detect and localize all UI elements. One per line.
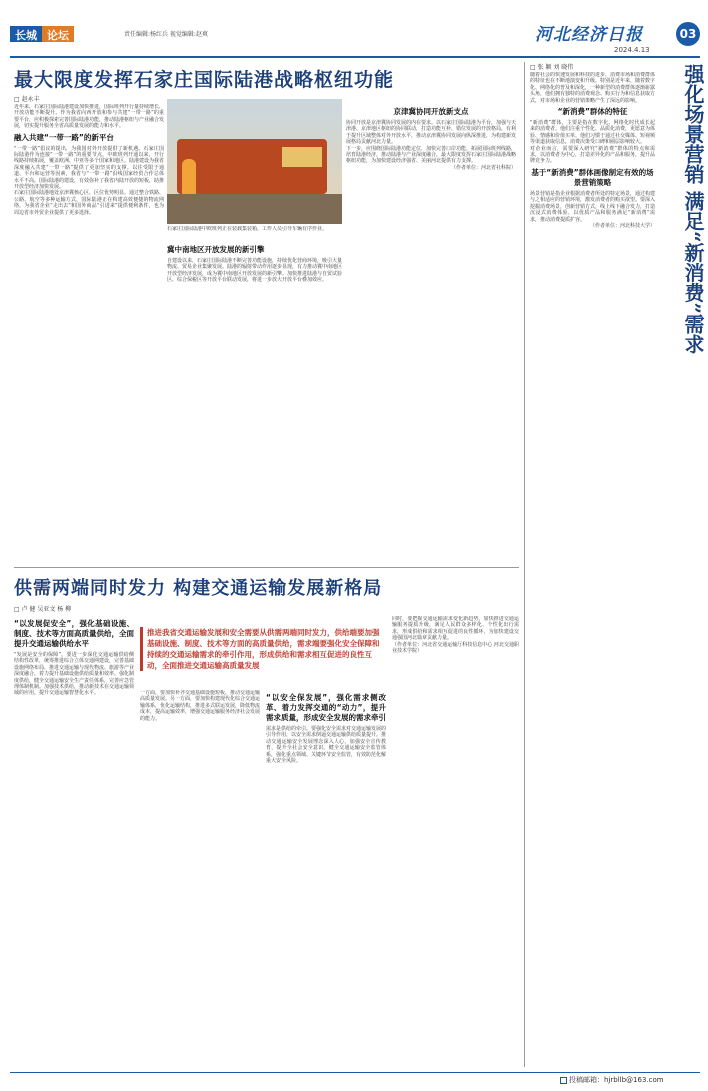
article1-subhead-1: 融入共建“一带一路”的新平台 (14, 132, 114, 142)
article2-col3 (266, 690, 386, 1066)
article3-subhead-2: 基于“新消费”群体画像制定有效的场景营销策略 (531, 167, 654, 187)
editors-line: 责任编辑:杨红兵 视觉编辑:赵爽 (124, 31, 208, 38)
section-tag-right: 论坛 (42, 26, 74, 42)
article1-credit: （作者单位：河北省社科院） (450, 164, 516, 171)
article1-intro: 近年来，石家庄国际陆港建设加快推进，国际班列开行量持续增长，开放功能不断提升。作为我省向西开放和参与共建“一带一路”的重要平台，应积极探索完善国际陆港功能，推动陆港枢纽与产业融合发展，切实提升服务全省高质量发展的能力和水平。 (14, 104, 164, 130)
article3-col1 (530, 72, 655, 1067)
article1-subhead-2: 冀中南地区开放发展的新引擎 (167, 245, 265, 254)
article3-para-2: 对企业而言，需要深入研究“新消费”群体的特点和需求，以消费者为中心，打造差异化的产品和服务，提升品牌竞争力。 (530, 145, 655, 165)
article3-headline: 强化场景营销 满足“新消费”需求 (681, 64, 705, 354)
section-tag-left: 长城 (10, 26, 42, 42)
article2-credit: （作者单位：河北省交通运输厅科技信息中心 河北交通职业技术学院） (392, 641, 519, 655)
photo-worker (182, 159, 196, 194)
article2-subhead-1: “以发展促安全”，强化基础设施、制度、技术等方面高质量供给，全面提升交通运输供给水平 (14, 619, 134, 648)
section-divider (14, 567, 519, 568)
page-number-badge: 03 (676, 22, 700, 46)
article2-subhead-2: “以安全保发展”，强化需求侧改革、着力发挥交通的“动力”，提升需求质量，形成安全发展的需求牵引 (266, 693, 386, 722)
article3-author: □ 张 颖 刘 晓伟 (530, 64, 574, 71)
issue-date: 2024.4.13 (614, 46, 650, 54)
article3-para-1: “新消费”群体，主要是指在数字化、网络化时代成长起来的消费者。他们注重个性化、品质化消费，更愿意为体验、情感和价值买单。他们习惯于通过社交媒体、短视频等渠道获取信息，消费决策受口碑和圈层影响较大。 (530, 120, 655, 146)
submission-email-text: 投稿邮箱：hjrbllb@163.com (569, 1076, 664, 1084)
section-tag (10, 26, 74, 42)
article1-col3 (346, 104, 516, 564)
article1-headline: 最大限度发挥石家庄国际陆港战略枢纽功能 (14, 69, 395, 91)
submission-email[interactable] (560, 1075, 664, 1085)
header-rule (10, 56, 700, 58)
article1-col2 (167, 242, 342, 564)
article3-credit: （作者单位：河北科技大学） (589, 222, 655, 229)
newspaper-masthead: 河北经济日报 (535, 25, 643, 45)
column-divider (524, 62, 525, 1067)
article3-subhead-1: “新消费”群体的特征 (557, 107, 628, 117)
article2-headline: 供需两端同时发力 构建交通运输发展新格局 (14, 578, 383, 599)
article1-para-4: 协同开放是京津冀协同发展的内在要求。以石家庄国际陆港为平台，加强与天津港、京津地区枢纽的协同联动，打造功能互补、错位发展的开放格局，有利于提升区域整体对外开放水平，推动京津冀协同发展向纵深推进，为构建新发展格局贡献河北力量。 (346, 120, 516, 146)
article3-para-3: 场景营销是指企业根据消费者所处的特定场景，通过构建与之相适应的营销环境，激发消费者的购买欲望。要深入挖掘消费场景，创新营销方式，线上线下融合发力，打造沉浸式消费体验，以优质产品和服务满足“新消费”需求，推动消费提质扩容。 (530, 190, 655, 223)
article2-para-4: 同时，要把握交通运输需求变化新趋势，加快推进交通运输服务提质升级，满足人民群众多样化、个性化出行需求，形成供给和需求相互促进的良性循环，为加快建设交通强国河北篇章贡献力量。 (392, 616, 519, 642)
photo-ground (167, 194, 342, 224)
footer-rule (10, 1072, 700, 1073)
article1-col1 (14, 104, 164, 564)
article2-pull-quote: 推进我省交通运输发展和安全需要从供需两端同时发力，供给端要加强基础设施、制度、技术等方面的高质量供给，需求端要强化安全保障和持续的交通运输需求的牵引作用，形成供给和需求相互促进的良性互动，全面推进交通运输高质量发展 (140, 627, 383, 671)
photo-caption: 石家庄国际陆港中欧班列正在装载集装箱，工作人员引导车辆有序作业。 (167, 226, 328, 232)
envelope-icon (560, 1077, 567, 1084)
article1-para-3: 自建设以来，石家庄国际陆港不断完善功能设施，持续优化营商环境，吸引大量物流、贸易企业集聚发展。陆港的辐射带动作用逐步显现，有力推动冀中南地区开放型经济发展，成为冀中南地区开放发展的新引擎。加快推进陆港与自贸试验区、综合保税区等开放平台联动发展，将进一步放大开放平台叠加效应。 (167, 258, 342, 284)
article2-col1 (14, 616, 134, 1066)
article2-col4 (392, 616, 519, 1066)
article2-para-1: “发展是安全的保障”。要进一步深化交通运输供给侧结构性改革，统筹推进综合立体交通网建设，完善基础设施网络布局，推进交通运输与现代物流、旅游等产业深度融合，着力提升基础设施供给质量和效率。强化制度供给，健全交通运输安全生产责任体系，完善应急管理体制机制。加强技术供给，推动新技术在交通运输领域的应用，提升交通运输智慧化水平。 (14, 652, 134, 697)
article2-para-3: 需求是供给的牵引。要强化安全需求对交通运输发展的引导作用，以安全需求倒逼交通运输供给质量提升。推动交通运输安全发展理念深入人心，加强安全宣传教育，提升全社会安全意识。健全交通运输安全监管体系，强化重点领域、关键环节安全监管，有效防范化解重大安全风险。 (266, 726, 386, 765)
article1-para-5: 下一步，应围绕国际陆港功能定位，加快完善口岸功能，拓展国际班列线路，培育陆港经济，推动陆港与产业深度融合，最大限度发挥石家庄国际陆港战略枢纽功能，为加快建设经济强省、美丽河北提供有力支撑。 (346, 145, 516, 165)
article3-intro: 随着社会的快速发展和科技的进步，消费市场和消费群体的特征也在不断地演变和升级。特别是近年来，随着数字化、网络化的普及和深化，一种新型的消费群体逐渐崭露头角，他们拥有独特的消费观念、购买行为和信息获取方式，对市场和企业的营销策略产生了深远的影响。 (530, 72, 655, 104)
photo-locomotive (177, 139, 327, 194)
news-photo (167, 99, 342, 224)
article1-para-2: 石家庄国际陆港地处京津冀核心区，区位优势明显。通过整合铁路、公路、航空等多种运输方式，国际陆港正在构建高效便捷的物流网络，为我省企业“走出去”和国外商品“引进来”提供便利条件，也为周边省市外贸企业提供了更多选择。 (14, 190, 164, 216)
article2-para-2: 一方面，要加快补齐交通基础设施短板，推动交通运输高质量发展。另一方面，要加快构建现代化综合交通运输体系，优化运输结构，推进多式联运发展，降低物流成本，提高运输效率，增强交通运输服务经济社会发展的能力。 (140, 690, 260, 722)
article1-para-1: “一带一路”倡议的提出，为我国对外开放提供了新机遇。石家庄国际陆港作为连接“一带一路”的重要节点，中欧班列开通以来，开行线路持续拓展，覆盖欧洲、中亚等多个国家和地区。陆港建设为我省深度融入共建“一带一路”提供了更加坚实的支撑。以往受限于通道、平台和运营等因素，我省与“一带一路”沿线国家经贸合作总体水平不高。国际陆港的建设，有效弥补了我省内陆开放的短板，助推开放型经济加快发展。 (14, 145, 164, 191)
article1-author: □ 赵永丰 (14, 96, 40, 103)
article2-col2 (140, 690, 260, 1066)
article2-author: □ 卢 健 吴亚文 杨 柳 (14, 606, 72, 613)
article1-subhead-3: 京津冀协同开放新支点 (393, 107, 469, 116)
